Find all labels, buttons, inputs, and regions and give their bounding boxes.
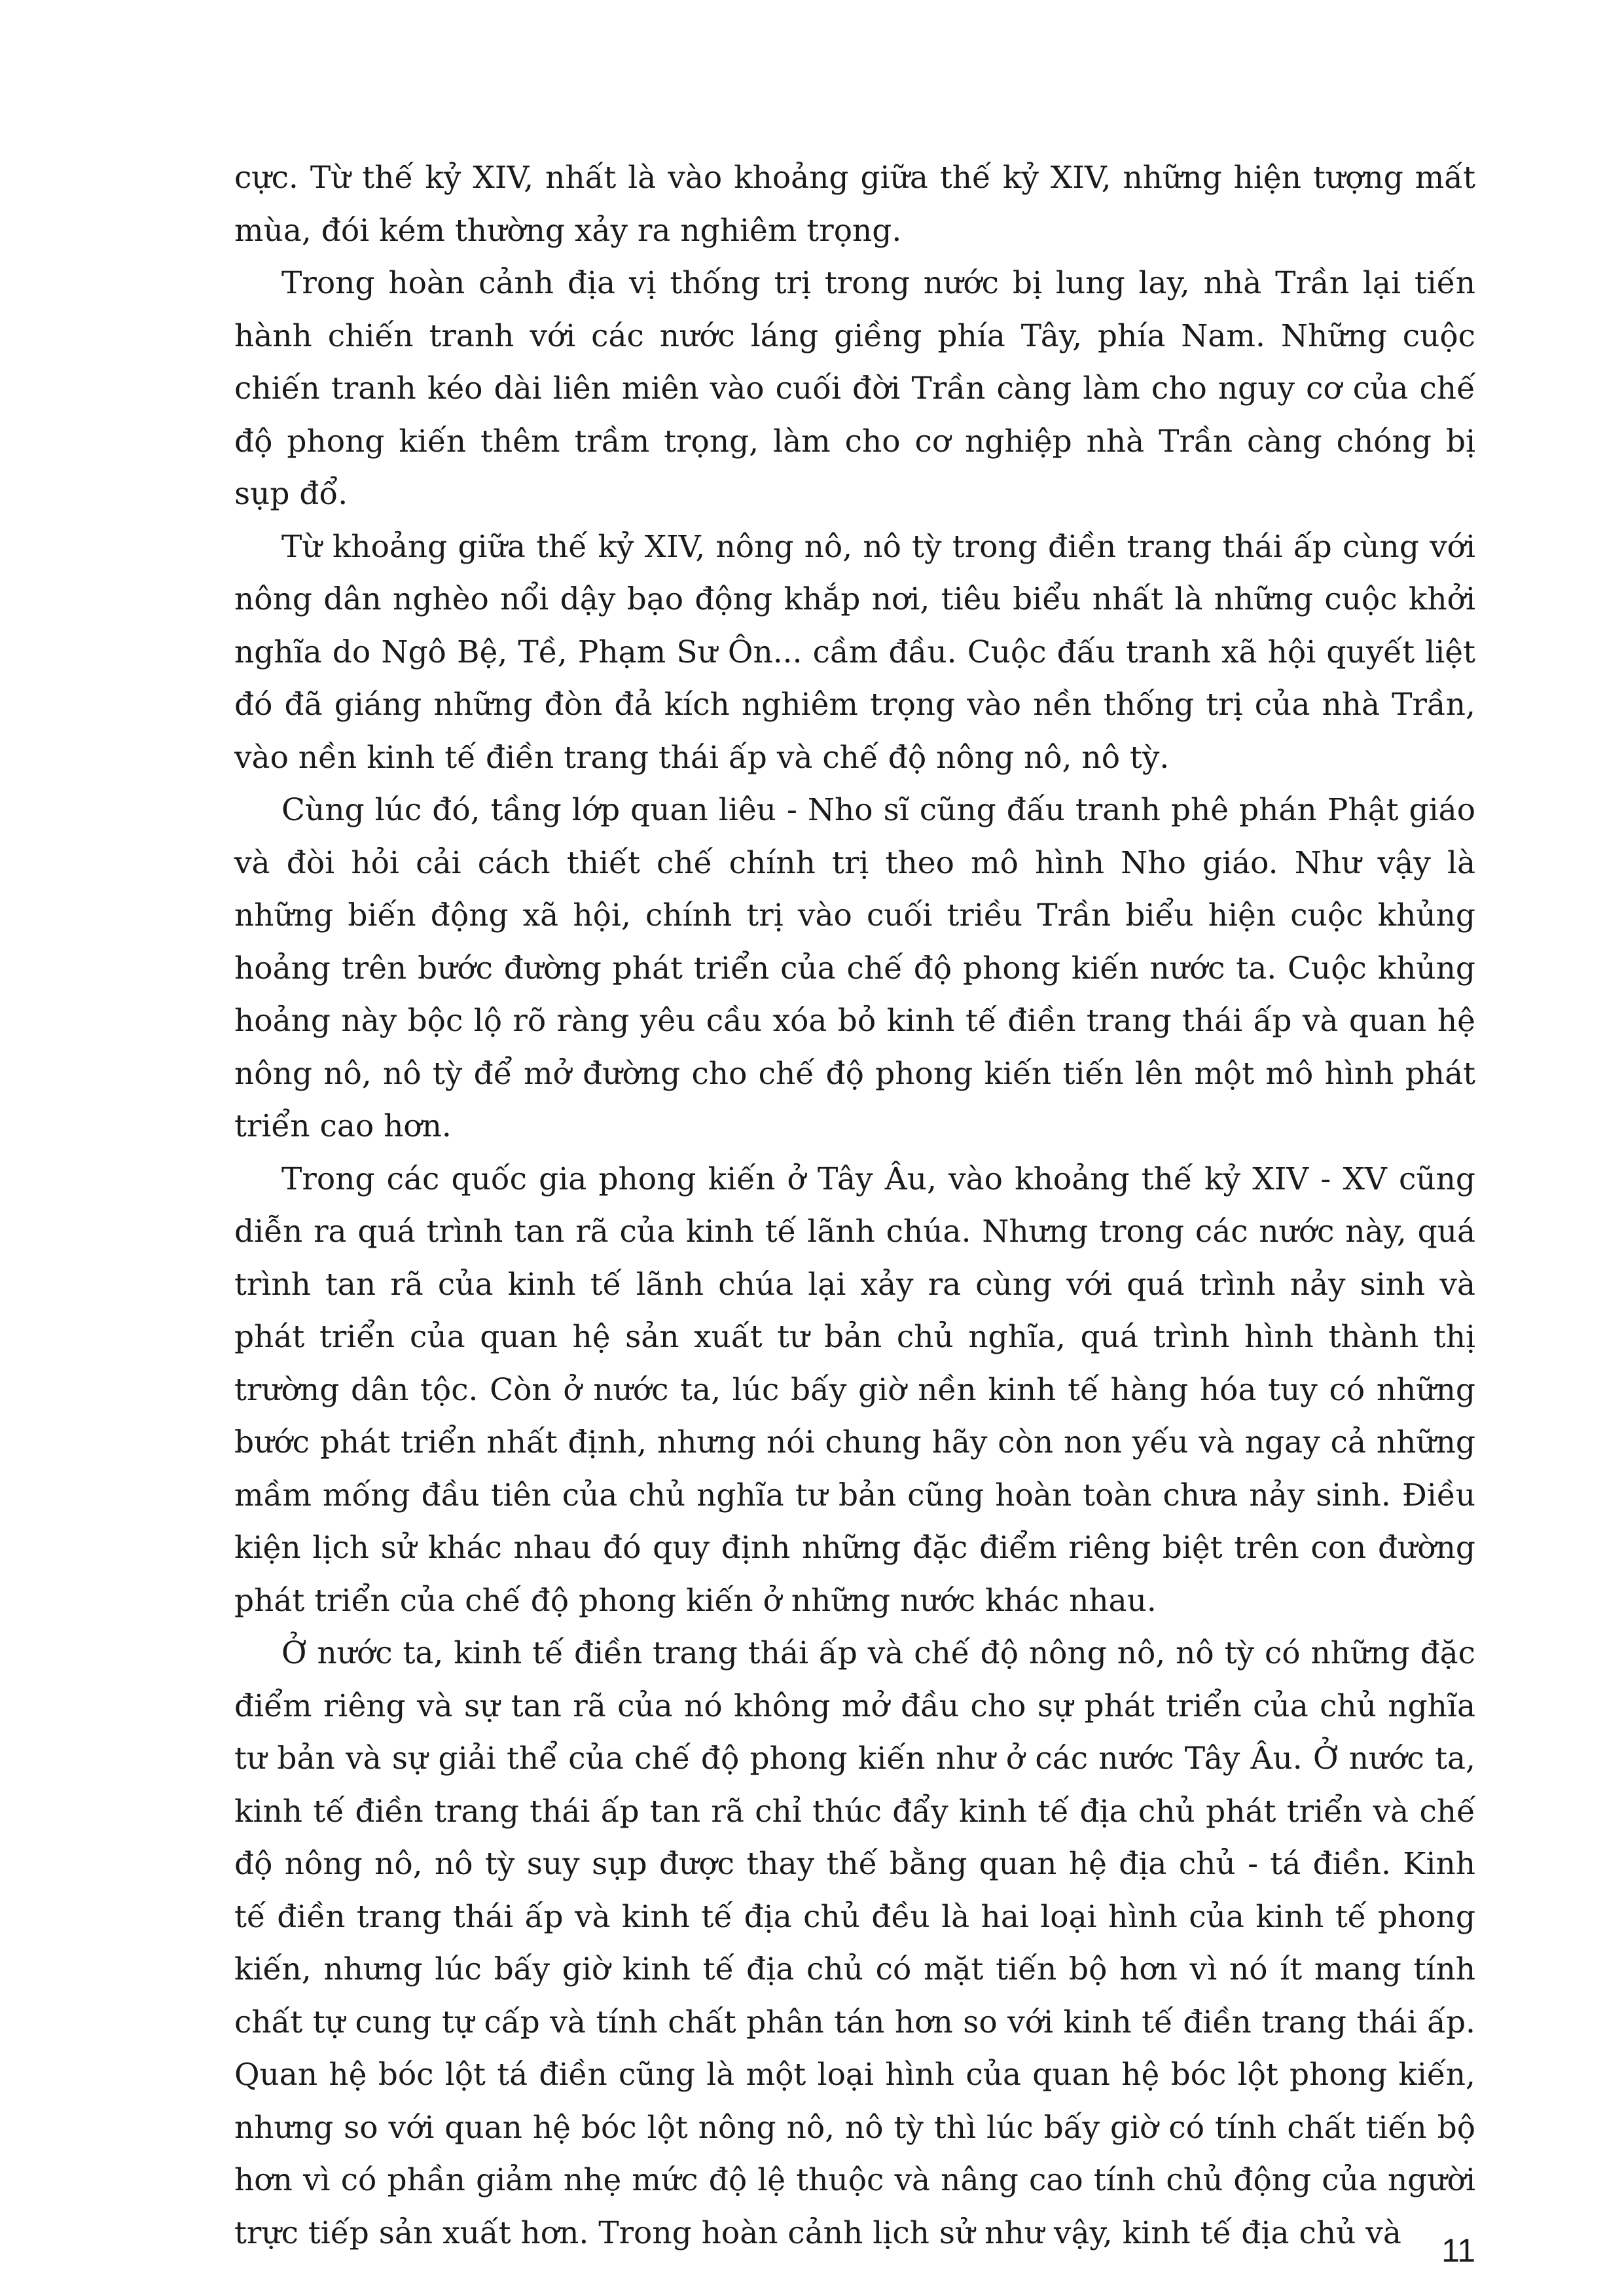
- paragraph-3: Từ khoảng giữa thế kỷ XIV, nông nô, nô tỳ trong điền trang thái ấp cùng với nông dân nghèo nổi dậy bạo động khắp nơi, tiêu biểu nhất là những cuộc khởi nghĩa do Ngô Bệ, Tề, Phạm Sư Ôn... cầm đầu. Cuộc đấu tranh xã hội quyết liệt đó đã giáng những đòn đả kích nghiêm trọng vào nền thống trị của nhà Trần, vào nền kinh tế điền trang thái ấp và chế độ nông nô, nô tỳ.: [234, 528, 1475, 776]
- paragraph-6: Ở nước ta, kinh tế điền trang thái ấp và chế độ nông nô, nô tỳ có những đặc điểm riêng và sự tan rã của nó không mở đầu cho sự phát triển của chủ nghĩa tư bản và sự giải thể của chế độ phong kiến như ở các nước Tây Âu. Ở nước ta, kinh tế điền trang thái ấp tan rã chỉ thúc đẩy kinh tế địa chủ phát triển và chế độ nông nô, nô tỳ suy sụp được thay thế bằng quan hệ địa chủ - tá điền. Kinh tế điền trang thái ấp và kinh tế địa chủ đều là hai loại hình của kinh tế phong kiến, nhưng lúc bấy giờ kinh tế địa chủ có mặt tiến bộ hơn vì nó ít mang tính chất tự cung tự cấp và tính chất phân tán hơn so với kinh tế điền trang thái ấp. Quan hệ bóc lột tá điền cũng là một loại hình của quan hệ bóc lột phong kiến, nhưng so với quan hệ bóc lột nông nô, nô tỳ thì lúc bấy giờ có tính chất tiến bộ hơn vì có phần giảm nhẹ mức độ lệ thuộc và nâng cao tính chủ động của người trực tiếp sản xuất hơn. Trong hoàn cảnh lịch sử như vậy, kinh tế địa chủ và: [234, 1635, 1475, 2251]
- page-number: 11: [1441, 2232, 1475, 2269]
- paragraph-2: Trong hoàn cảnh địa vị thống trị trong nước bị lung lay, nhà Trần lại tiến hành chiến tranh với các nước láng giềng phía Tây, phía Nam. Những cuộc chiến tranh kéo dài liên miên vào cuối đời Trần càng làm cho nguy cơ của chế độ phong kiến thêm trầm trọng, làm cho cơ nghiệp nhà Trần càng chóng bị sụp đổ.: [234, 265, 1475, 512]
- body-text: [234, 152, 1475, 2260]
- paragraph-1: cực. Từ thế kỷ XIV, nhất là vào khoảng giữa thế kỷ XIV, những hiện tượng mất mùa, đói kém thường xảy ra nghiêm trọng.: [234, 160, 1475, 249]
- paragraph-4: Cùng lúc đó, tầng lớp quan liêu - Nho sĩ cũng đấu tranh phê phán Phật giáo và đòi hỏi cải cách thiết chế chính trị theo mô hình Nho giáo. Như vậy là những biến động xã hội, chính trị vào cuối triều Trần biểu hiện cuộc khủng hoảng trên bước đường phát triển của chế độ phong kiến nước ta. Cuộc khủng hoảng này bộc lộ rõ ràng yêu cầu xóa bỏ kinh tế điền trang thái ấp và quan hệ nông nô, nô tỳ để mở đường cho chế độ phong kiến tiến lên một mô hình phát triển cao hơn.: [234, 792, 1475, 1144]
- paragraph-5: Trong các quốc gia phong kiến ở Tây Âu, vào khoảng thế kỷ XIV - XV cũng diễn ra quá trình tan rã của kinh tế lãnh chúa. Nhưng trong các nước này, quá trình tan rã của kinh tế lãnh chúa lại xảy ra cùng với quá trình nảy sinh và phát triển của quan hệ sản xuất tư bản chủ nghĩa, quá trình hình thành thị trường dân tộc. Còn ở nước ta, lúc bấy giờ nền kinh tế hàng hóa tuy có những bước phát triển nhất định, nhưng nói chung hãy còn non yếu và ngay cả những mầm mống đầu tiên của chủ nghĩa tư bản cũng hoàn toàn chưa nảy sinh. Điều kiện lịch sử khác nhau đó quy định những đặc điểm riêng biệt trên con đường phát triển của chế độ phong kiến ở những nước khác nhau.: [234, 1161, 1475, 1619]
